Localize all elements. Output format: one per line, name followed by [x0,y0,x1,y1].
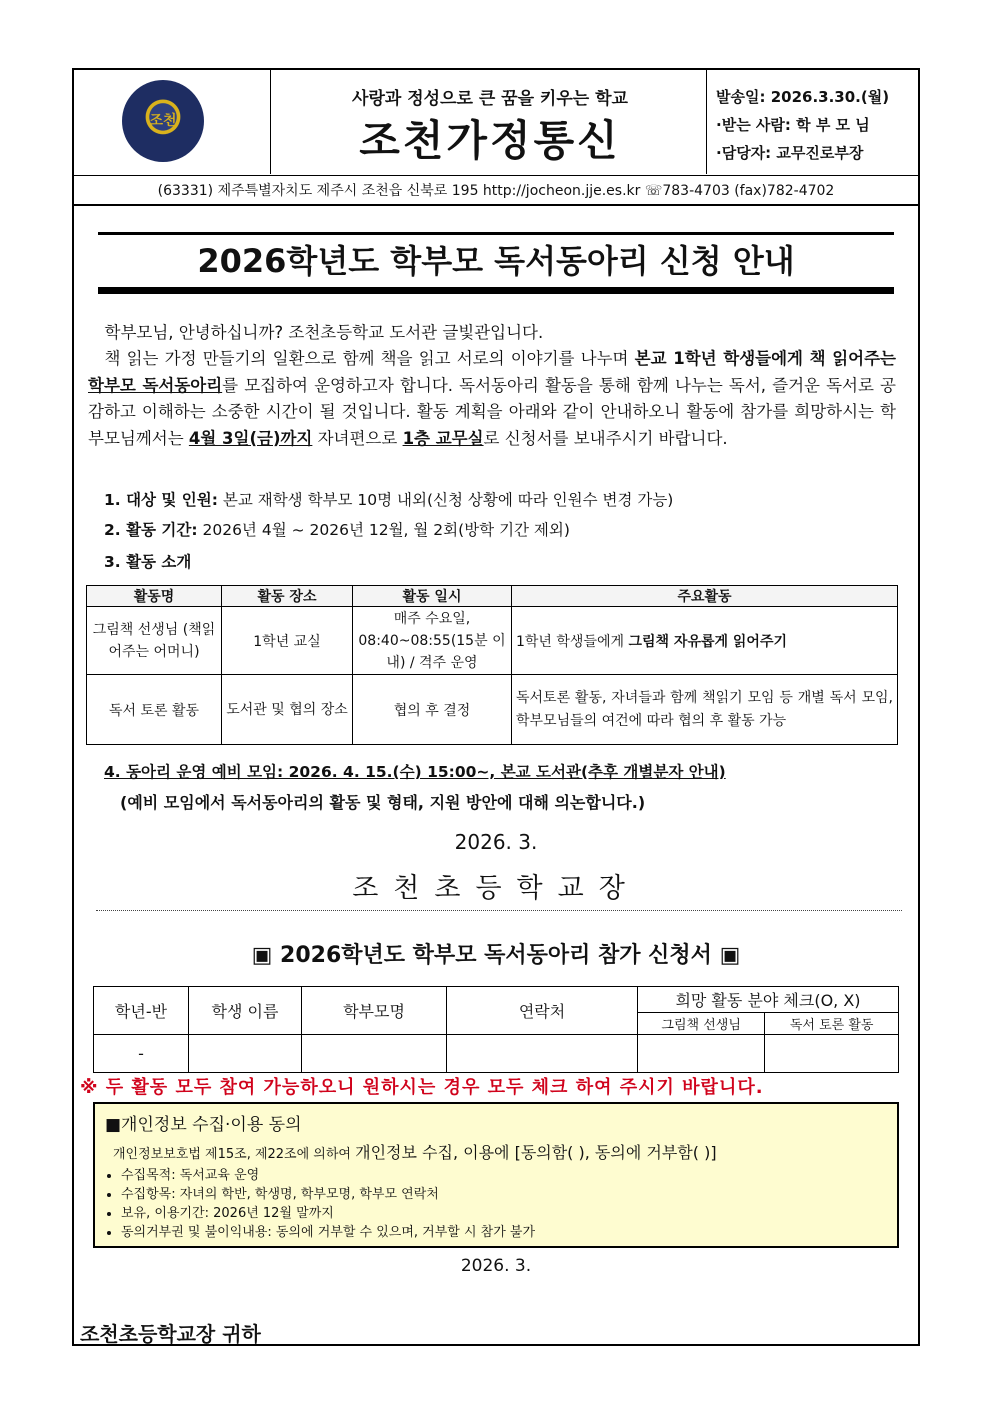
col-contact: 연락처 [447,987,638,1035]
table-row [87,607,898,675]
warning-note: ※ 두 활동 모두 참여 가능하오니 원하시는 경우 모두 체크 하여 주시기 바랍니다. [80,1077,764,1098]
picturebook-check[interactable] [638,1035,765,1073]
addressee: 조천초등학교장 귀하 [80,1322,261,1346]
application-table [93,986,899,1073]
application-title: ▣ 2026학년도 학부모 독서동아리 참가 신청서 ▣ [251,943,741,968]
meeting-note: (예비 모임에서 독서동아리의 활동 및 형태, 지원 방안에 대해 의논합니다.) [120,793,646,812]
school-emblem-icon [122,80,204,162]
activity-place: 도서관 및 협의 장소 [222,675,353,745]
list-item: • 동의거부권 및 불이익내용: 동의에 거부할 수 있으며, 거부할 시 참가 불가 [121,1223,535,1242]
col-grade: 학년-반 [94,987,189,1035]
activity-main: 독서토론 활동, 자녀들과 함께 책읽기 모임 등 개별 독서 모임, 학부모님들의 여건에 따라 협의 후 활동 가능 [512,675,898,745]
contact-input[interactable] [447,1035,638,1073]
application-entry-row [94,1035,899,1073]
parent-name-input[interactable] [302,1035,447,1073]
notice-body [88,320,896,452]
school-motto: 사랑과 정성으로 큰 꿈을 키우는 학교 [352,89,628,109]
activity-name: 독서 토론 활동 [87,675,222,745]
application-header-row [94,987,899,1013]
table-header-row [87,586,898,607]
col-picturebook: 그림책 선생님 [638,1013,765,1035]
activity-name: 그림책 선생님 (책읽어주는 어머니) [87,607,222,675]
cut-line [96,910,902,911]
table-header: 활동 장소 [222,586,353,607]
activity-time: 매주 수요일, 08:40~08:55(15분 이내) / 격주 운영 [353,607,512,675]
grade-input[interactable]: - [94,1035,189,1073]
sign-date: 2026. 3. [454,830,538,854]
table-header: 활동명 [87,586,222,607]
col-discussion: 독서 토론 활동 [765,1013,899,1035]
newsletter-title: 조천가정통신 [359,116,621,165]
item-target: 1. 대상 및 인원: 본교 재학생 학부모 10명 내외(신청 상황에 따라 인원수 변경 가능) [104,491,674,509]
col-student: 학생 이름 [189,987,302,1035]
application-date: 2026. 3. [460,1256,532,1276]
table-header: 주요활동 [512,586,898,607]
recipient: ·받는 사람: 학 부 모 님 [716,116,870,134]
activity-table [86,585,898,745]
col-check: 희망 활동 분야 체크(O, X) [638,987,899,1013]
school-address: (63331) 제주특별자치도 제주시 조천읍 신북로 195 http://jocheon.jje.es.kr ☏783-4703 (fax)782-4702 [72,176,920,206]
list-item: • 수집목적: 독서교육 운영 [121,1166,535,1185]
item-period: 2. 활동 기간: 2026년 4월 ~ 2026년 12월, 월 2회(방학 기간 제외) [104,521,570,539]
notice-title: 2026학년도 학부모 독서동아리 신청 안내 [98,232,894,290]
header-divider [706,68,707,174]
header-divider [270,68,271,174]
privacy-consent-box [93,1102,899,1248]
notice-paragraph: 책 읽는 가정 만들기의 일환으로 함께 책을 읽고 서로의 이야기를 나누며 본교 1학년 학생들에게 책 읽어주는 학부모 독서동아리를 모집하여 운영하고자 합니다. 독서동아리 활동을 통해 함께 나누는 독서, 즐거운 독서로 공감하고 이해하는 소중한 시간이 될 것입니다. 활동 계획을 아래와 같이 안내하오니 활동에 참가를 희망하시는 학부모님께서는 4월 3일(금)까지 자녀편으로 1층 교무실로 신청서를 보내주시기 바랍니다. [88,349,897,448]
send-date: 발송일: 2026.3.30.(월) [716,88,890,106]
greeting: 학부모님, 안녕하십니까? 조천초등학교 도서관 글빛관입니다. [104,323,544,342]
table-row [87,675,898,745]
activity-main: 1학년 학생들에게 그림책 자유롭게 읽어주기 [512,607,898,675]
activity-place: 1학년 교실 [222,607,353,675]
principal-signature: 조천초등학교장 [352,873,640,904]
item-intro: 3. 활동 소개 [104,553,192,571]
student-name-input[interactable] [189,1035,302,1073]
item-meeting: 4. 동아리 운영 예비 모임: 2026. 4. 15.(수) 15:00~, 본교 도서관(추후 개별분자 안내) [104,763,726,781]
col-parent: 학부모명 [302,987,447,1035]
privacy-law: 개인정보보호법 제15조, 제22조에 의하여 개인정보 수집, 이용에 [동의함( ), 동의에 거부함( )] [113,1143,717,1162]
list-item: • 수집항목: 자녀의 학반, 학생명, 학부모명, 학부모 연락처 [121,1185,535,1204]
discussion-check[interactable] [765,1035,899,1073]
table-header: 활동 일시 [353,586,512,607]
privacy-list [101,1166,535,1242]
privacy-title: ■개인정보 수집·이용 동의 [105,1115,302,1135]
activity-time: 협의 후 결정 [353,675,512,745]
manager: ·담당자: 교무진로부장 [716,144,864,162]
consent-choice[interactable]: 개인정보 수집, 이용에 [동의함( ), 동의에 거부함( )] [355,1143,717,1162]
list-item: • 보유, 이용기간: 2026년 12월 말까지 [121,1204,535,1223]
emblem-text: 조천 [149,113,177,129]
